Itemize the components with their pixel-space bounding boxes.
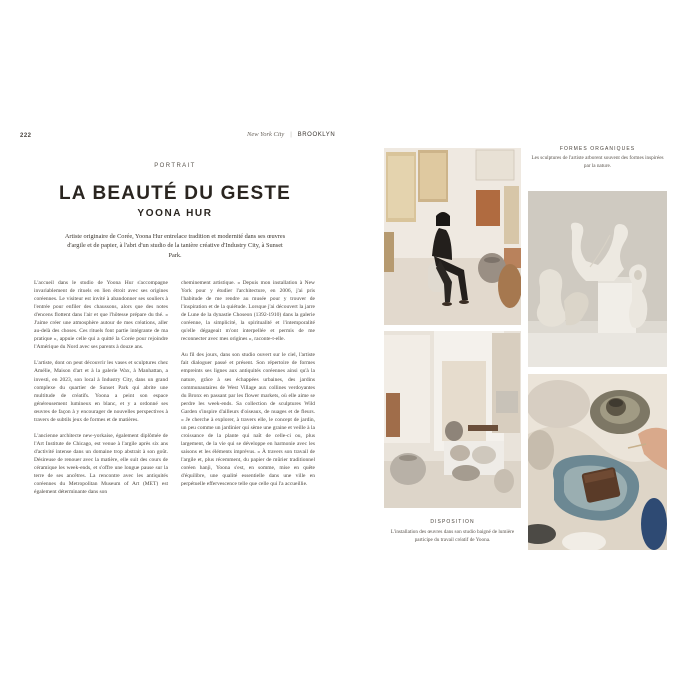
body-paragraph: L'artiste, dont on peut découvrir les vases et sculptures chez Amélie, Maison d'art et à la galerie Wax, à Manhattan, a investi, en 2023, son local à Industry City, dans un grand complexe du quartier de Sunset Park qui abrite une multitude de créatifs. Yoona a peint son espace généreusement lumineux en blanc, et y a ordonné ses œuvres de façon à y encourager de nouvelles perspectives à travers de subtils jeux de formes et de matières. [34, 360, 168, 423]
body-paragraph: Au fil des jours, dans son studio ouvert sur le ciel, l'artiste fait dialoguer passé et présent. Son répertoire de formes empreints ses lignes aux antiquités coréennes ainsi qu'à la nature, grâce à ses échappées urbaines, des jardins communautaires de West Village aux collines verdoyantes du Bronx en passant par les flower markets, où elle aime se perdre les week-ends. Sa collection de sculptures Wild Garden s'inspire d'ailleurs d'oiseaux, de nuages et de fleurs. « Je cherche à explorer, à travers elle, le concept de jardin, un peu comme un jardinier qui sème une graine et veille à la croissance de la plante qui naît de celle-ci ou, plus largement, de la vie qui se développe en harmonie avec les saisons et les éléments imprévus. » À travers son travail de l'argile et, plus récemment, du papier de mûrier traditionnel coréen hanji, Yoona s'est, en somme, mise en quête d'équilibre, une qualité essentielle dans une ville en perpétuelle effervescence telle que celle qui l'a accueillie. [181, 352, 315, 488]
section-kicker: PORTRAIT [154, 163, 196, 169]
caption-text-disposition: L'installation des œuvres dans son studio baigné de lumière participe du travail créatif de Yoona. [390, 529, 515, 543]
article-title: LA BEAUTÉ DU GESTE [58, 183, 292, 204]
photo-studio-ceramics [384, 331, 521, 508]
body-paragraph: cheminement artistique. « Depuis mon installation à New York pour y étudier l'architecture, en 2006, j'ai pris l'habitude de me rendre au musée pour y trouver de l'inspiration et de la quiétude. Lorsque j'ai découvert la jarre de Lune de la dynastie Choseon (1392-1910) dans la galerie coréenne, la simplicité, la spiritualité et l'intemporalité qu'elle dégageait m'ont interpellée et permis de me reconnecter avec mes origines », raconte-t-elle. [181, 280, 315, 343]
photo-artist-in-studio [384, 148, 521, 325]
body-paragraph: L'ancienne architecte new-yorkaise, également diplômée de l'Art Institute de Chicago, est venue à l'argile après six ans d'activité intense dans un domaine trop abstrait à son goût. Désireuse de renouer avec la matière, elle suit des cours de céramique les week-ends, et s'offre une longue pause sur la terre de ses ancêtres. La rencontre avec les antiquités coréennes du Metropolitan Museum of Art (MET) est également déterminante dans son [34, 432, 168, 496]
body-column-right [181, 279, 315, 488]
caption-text-organic: Les sculptures de l'artiste arborent souvent des formes inspirées par la nature. [531, 155, 664, 169]
photo-white-sculptures [528, 191, 667, 367]
article-byline: YOONA HUR [137, 208, 213, 219]
body-paragraph: L'accueil dans le studio de Yoona Hur s'accompagne invariablement de rituels en lien étroit avec ses origines coréennes. Le visiteur est invité à abandonner ses souliers à l'entrée pour enfiler des chaussons, alors que des notes d'encens flottent dans l'air et que l'hôtesse prépare du thé. « J'aime créer une atmosphère autour de mes créations, aller au-delà des choses. Ces rituels font partie intégrante de ma pratique », appuie celle qui a quitté la Corée pour rejoindre l'Amérique du Nord avec ses parents à douze ans. [34, 280, 168, 351]
caption-label-organic: FORMES ORGANIQUES [559, 146, 636, 152]
caption-label-disposition: DISPOSITION [430, 519, 475, 525]
article-intro: Artiste originaire de Corée, Yoona Hur entrelace tradition et modernité dans ses œuvres d'argile et de papier, à l'abri d'un studio de la tanière créative d'Industry City, à Sunset Park. [64, 233, 286, 259]
header-city: New York City [247, 131, 285, 138]
body-column-left [34, 279, 168, 496]
running-header [247, 131, 335, 138]
header-neighborhood: BROOKLYN [297, 132, 336, 138]
header-separator: | [290, 131, 292, 138]
photo-tea-table [528, 374, 667, 550]
page-number: 222 [20, 133, 32, 139]
